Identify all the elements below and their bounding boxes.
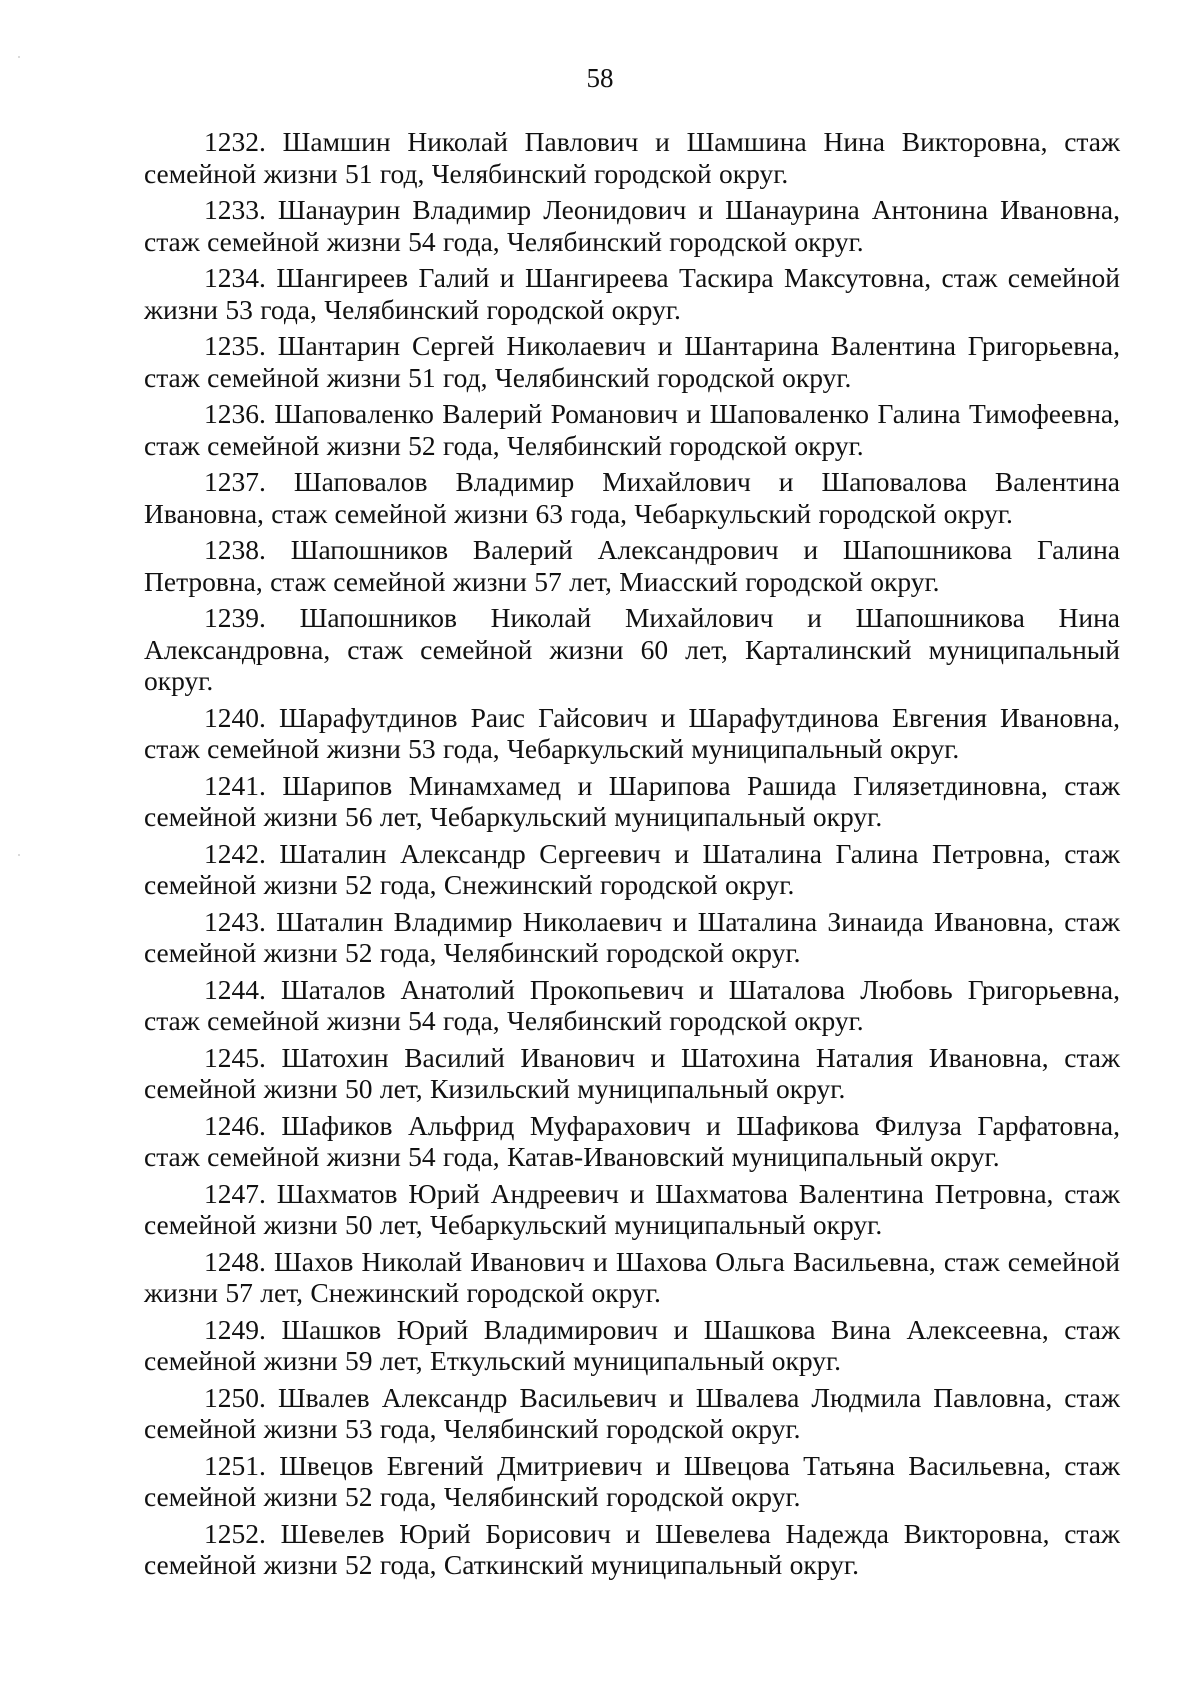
entry-text: Шахов Николай Иванович и Шахова Ольга Васильевна, стаж семейной жизни 57 лет, Снежинский городской округ. [144, 1245, 1121, 1309]
entry-number: 1239. [204, 602, 266, 633]
entry-number: 1235. [204, 330, 266, 361]
list-item [144, 1042, 1120, 1105]
list-item [144, 1178, 1120, 1241]
entry-text: Шаталин Александр Сергеевич и Шаталина Галина Петровна, стаж семейной жизни 52 года, Снежинский городской округ. [144, 837, 1121, 901]
list-item [144, 330, 1120, 393]
entry-number: 1240. [204, 701, 266, 733]
entry-number: 1246. [204, 1109, 266, 1141]
entry-number: 1249. [204, 1313, 266, 1345]
entry-number: 1248. [204, 1245, 266, 1277]
entry-text: Шанаурин Владимир Леонидович и Шанаурина Антонина Ивановна, стаж семейной жизни 54 года, Челябинский городской округ. [144, 194, 1120, 257]
list-item [144, 1110, 1120, 1173]
list-item [144, 838, 1120, 901]
entry-text: Шевелев Юрий Борисович и Шевелева Надежда Викторовна, стаж семейной жизни 52 года, Саткинский муниципальный округ. [144, 1517, 1120, 1581]
entry-text: Шарафутдинов Раис Гайсович и Шарафутдинова Евгения Ивановна, стаж семейной жизни 53 года, Чебаркульский муниципальный округ. [144, 701, 1120, 765]
list-item [144, 1450, 1120, 1513]
entry-number: 1245. [204, 1041, 266, 1073]
entry-text: Шаповалов Владимир Михайлович и Шаповалова Валентина Ивановна, стаж семейной жизни 63 года, Чебаркульский городской округ. [144, 466, 1120, 529]
entry-text: Швецов Евгений Дмитриевич и Швецова Татьяна Васильевна, стаж семейной жизни 52 года, Челябинский городской округ. [144, 1449, 1121, 1513]
entry-number: 1251. [204, 1449, 266, 1481]
entry-text: Шаталов Анатолий Прокопьевич и Шаталова Любовь Григорьевна, стаж семейной жизни 54 года, Челябинский городской округ. [144, 973, 1120, 1037]
list-item [144, 1382, 1120, 1445]
entry-number: 1252. [204, 1517, 266, 1549]
entry-text: Шатохин Василий Иванович и Шатохина Наталия Ивановна, стаж семейной жизни 50 лет, Кизильский муниципальный округ. [144, 1041, 1121, 1105]
entry-text: Шашков Юрий Владимирович и Шашкова Вина Алексеевна, стаж семейной жизни 59 лет, Еткульский муниципальный округ. [144, 1313, 1121, 1377]
entry-text: Шапошников Николай Михайлович и Шапошникова Нина Александровна, стаж семейной жизни 60 лет, Карталинский муниципальный округ. [144, 602, 1120, 697]
entry-text: Шапошников Валерий Александрович и Шапошникова Галина Петровна, стаж семейной жизни 57 лет, Миасский городской округ. [144, 534, 1120, 597]
list-item [144, 1518, 1120, 1581]
list-item [144, 534, 1120, 597]
entry-list [144, 126, 1120, 1586]
scan-speck [18, 854, 20, 856]
list-item [144, 126, 1120, 189]
entry-number: 1242. [204, 837, 266, 869]
list-item [144, 602, 1120, 697]
entry-text: Шаталин Владимир Николаевич и Шаталина Зинаида Ивановна, стаж семейной жизни 52 года, Челябинский городской округ. [144, 905, 1120, 969]
entry-number: 1233. [204, 194, 266, 225]
entry-text: Шахматов Юрий Андреевич и Шахматова Валентина Петровна, стаж семейной жизни 50 лет, Чебаркульский муниципальный округ. [144, 1177, 1121, 1241]
entry-number: 1236. [204, 398, 266, 429]
entry-number: 1234. [204, 262, 266, 293]
entry-number: 1232. [204, 126, 266, 157]
entry-text: Шангиреев Галий и Шангиреева Таскира Максутовна, стаж семейной жизни 53 года, Челябинский городской округ. [144, 262, 1121, 325]
list-item [144, 1314, 1120, 1377]
entry-number: 1243. [204, 905, 266, 937]
entry-number: 1244. [204, 973, 266, 1005]
list-item [144, 702, 1120, 765]
entry-text: Шафиков Альфрид Муфарахович и Шафикова Филуза Гарфатовна, стаж семейной жизни 54 года, Катав-Ивановский муниципальный округ. [144, 1109, 1121, 1173]
entry-number: 1237. [204, 466, 266, 497]
scan-speck [18, 56, 20, 58]
list-item [144, 1246, 1120, 1309]
entry-number: 1238. [204, 534, 266, 565]
entry-text: Швалев Александр Васильевич и Швалева Людмила Павловна, стаж семейной жизни 53 года, Челябинский городской округ. [144, 1381, 1121, 1445]
list-item [144, 194, 1120, 257]
entry-number: 1241. [204, 769, 266, 801]
entry-number: 1247. [204, 1177, 266, 1209]
entry-text: Шарипов Минамхамед и Шарипова Рашида Гилязетдиновна, стаж семейной жизни 56 лет, Чебаркульский муниципальный округ. [144, 769, 1121, 833]
list-item [144, 974, 1120, 1037]
list-item [144, 770, 1120, 833]
list-item [144, 262, 1120, 325]
list-item [144, 906, 1120, 969]
list-item [144, 398, 1120, 461]
entry-text: Шантарин Сергей Николаевич и Шантарина Валентина Григорьевна, стаж семейной жизни 51 год, Челябинский городской округ. [144, 330, 1121, 393]
entry-number: 1250. [204, 1381, 266, 1413]
entry-text: Шаповаленко Валерий Романович и Шаповаленко Галина Тимофеевна, стаж семейной жизни 52 года, Челябинский городской округ. [144, 398, 1120, 461]
page-number: 58 [586, 63, 614, 93]
list-item [144, 466, 1120, 529]
entry-text: Шамшин Николай Павлович и Шамшина Нина Викторовна, стаж семейной жизни 51 год, Челябинский городской округ. [144, 126, 1120, 189]
